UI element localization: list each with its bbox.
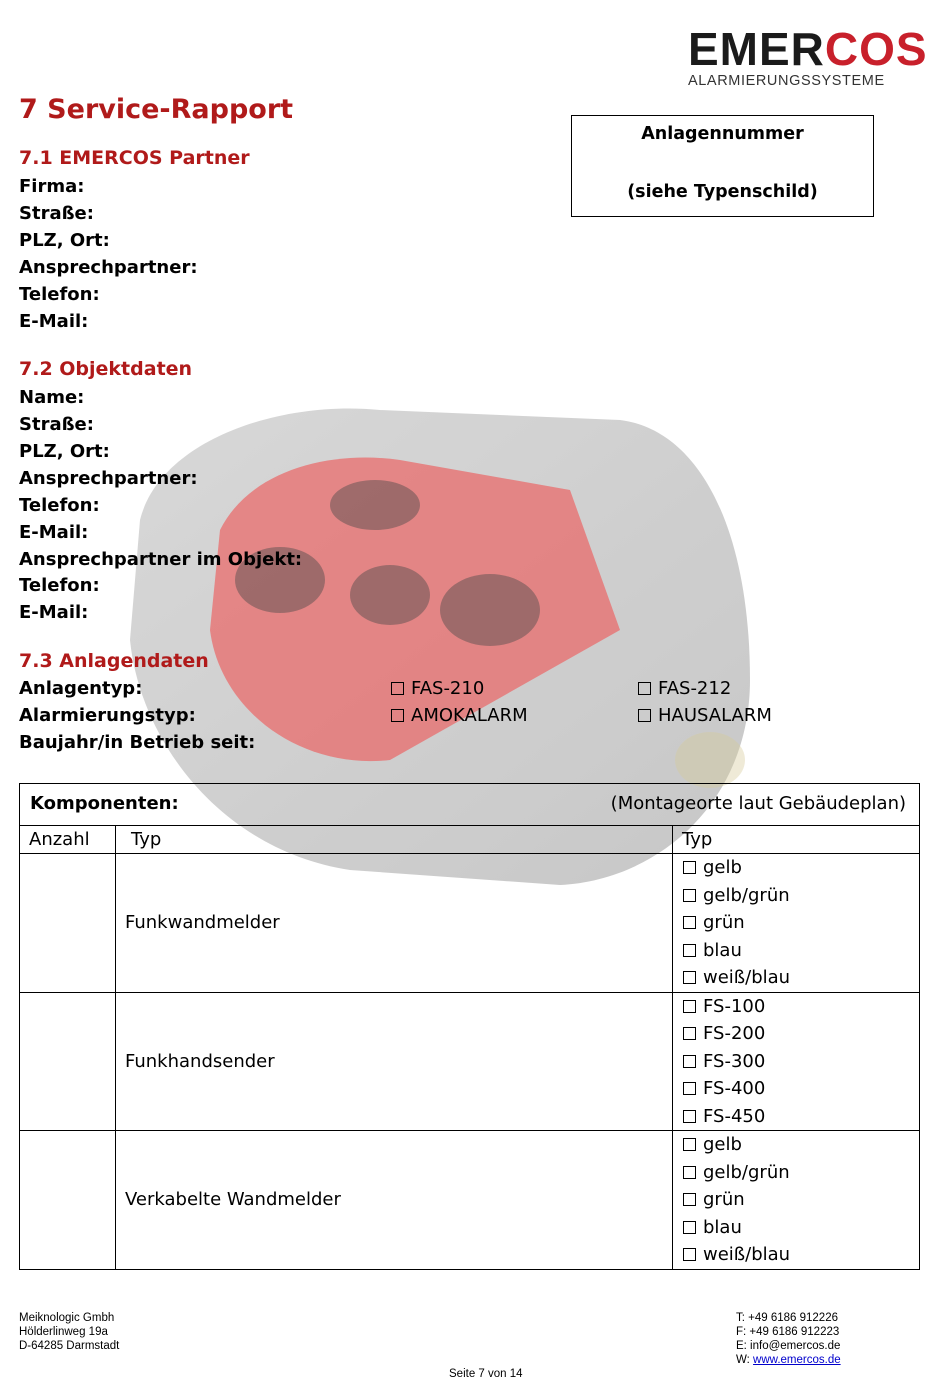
option-item[interactable]: FS-450 [673, 1103, 919, 1131]
footer-email: E: info@emercos.de [736, 1340, 841, 1352]
components-title: Komponenten: [30, 793, 179, 814]
checkbox[interactable] [683, 1027, 696, 1040]
components-header [20, 784, 920, 826]
checkbox[interactable] [683, 1248, 696, 1261]
option-item[interactable]: weiß/blau [673, 964, 919, 992]
option-label: FAS-210 [411, 678, 485, 699]
field-label: E-Mail: [19, 522, 89, 543]
option-hausalarm[interactable] [638, 705, 772, 726]
anlagennummer-box [571, 115, 874, 217]
checkbox[interactable] [683, 971, 696, 984]
field-label: Ansprechpartner: [19, 468, 198, 489]
checkbox[interactable] [683, 889, 696, 902]
option-item[interactable]: gelb [673, 1131, 919, 1159]
field-label: Telefon: [19, 284, 100, 305]
option-item[interactable]: FS-300 [673, 1048, 919, 1076]
option-label: FAS-212 [658, 678, 732, 699]
table-row [20, 992, 920, 1131]
checkbox[interactable] [391, 709, 404, 722]
option-item[interactable]: gelb [673, 854, 919, 882]
table-row [20, 1131, 920, 1270]
component-name: Funkwandmelder [116, 854, 673, 993]
option-item[interactable]: gelb/grün [673, 882, 919, 910]
footer-fax: F: +49 6186 912223 [736, 1326, 840, 1338]
option-item[interactable]: FS-400 [673, 1075, 919, 1103]
field-label: Firma: [19, 176, 85, 197]
section-heading-objektdaten: 7.2 Objektdaten [19, 358, 193, 380]
field-label: Straße: [19, 203, 94, 224]
field-label: Alarmierungstyp: [19, 705, 196, 726]
option-item[interactable]: FS-100 [673, 993, 919, 1021]
footer-phone: T: +49 6186 912226 [736, 1312, 838, 1324]
option-amokalarm[interactable] [391, 705, 528, 726]
footer-street: Hölderlinweg 19a [19, 1326, 108, 1338]
anlagennummer-hint: (siehe Typenschild) [627, 182, 818, 202]
emercos-logo [688, 23, 928, 89]
components-note: (Montageorte laut Gebäudeplan) [610, 793, 906, 814]
checkbox[interactable] [391, 682, 404, 695]
section-heading-anlagendaten: 7.3 Anlagendaten [19, 650, 209, 672]
checkbox[interactable] [638, 709, 651, 722]
options-cell [673, 854, 920, 993]
checkbox[interactable] [683, 1166, 696, 1179]
table-row [20, 854, 920, 993]
checkbox[interactable] [683, 861, 696, 874]
options-cell [673, 1131, 920, 1270]
option-item[interactable]: gelb/grün [673, 1159, 919, 1187]
page-number: Seite 7 von 14 [449, 1368, 523, 1380]
options-cell [673, 992, 920, 1131]
option-fas-212[interactable] [638, 678, 731, 699]
checkbox[interactable] [683, 1055, 696, 1068]
field-label: PLZ, Ort: [19, 441, 110, 462]
checkbox[interactable] [638, 682, 651, 695]
components-table [19, 783, 920, 1270]
option-item[interactable]: blau [673, 937, 919, 965]
field-label: Ansprechpartner: [19, 257, 198, 278]
checkbox[interactable] [683, 944, 696, 957]
option-fas-210[interactable] [391, 678, 484, 699]
website-link[interactable]: www.emercos.de [753, 1354, 841, 1366]
option-item[interactable]: grün [673, 1186, 919, 1214]
checkbox[interactable] [683, 1193, 696, 1206]
field-label: Telefon: [19, 575, 100, 596]
field-label: Straße: [19, 414, 94, 435]
checkbox[interactable] [683, 1221, 696, 1234]
footer-address [19, 1311, 119, 1353]
anzahl-cell[interactable] [20, 992, 116, 1131]
section-heading-partner: 7.1 EMERCOS Partner [19, 147, 250, 169]
anzahl-cell[interactable] [20, 854, 116, 993]
checkbox[interactable] [683, 916, 696, 929]
logo-brand-red: COS [824, 23, 928, 75]
checkbox[interactable] [683, 1000, 696, 1013]
field-label: Ansprechpartner im Objekt: [19, 549, 303, 570]
footer-company: Meiknologic Gmbh [19, 1312, 115, 1324]
column-header-typ-options: Typ [673, 826, 920, 854]
field-label: E-Mail: [19, 602, 89, 623]
column-header-anzahl: Anzahl [20, 826, 116, 854]
option-label: HAUSALARM [658, 705, 772, 726]
anzahl-cell[interactable] [20, 1131, 116, 1270]
option-item[interactable]: grün [673, 909, 919, 937]
field-label: Anlagentyp: [19, 678, 143, 699]
option-item[interactable]: FS-200 [673, 1020, 919, 1048]
field-label: Name: [19, 387, 85, 408]
page-title: 7 Service-Rapport [19, 94, 294, 125]
field-label: Baujahr/in Betrieb seit: [19, 732, 256, 753]
option-label: AMOKALARM [411, 705, 528, 726]
checkbox[interactable] [683, 1110, 696, 1123]
field-label: Telefon: [19, 495, 100, 516]
logo-brand-dark: EMER [688, 23, 825, 75]
footer-web: W: www.emercos.de [736, 1354, 841, 1366]
component-name: Verkabelte Wandmelder [116, 1131, 673, 1270]
anlagennummer-label: Anlagennummer [641, 124, 804, 144]
option-item[interactable]: weiß/blau [673, 1241, 919, 1269]
option-item[interactable]: blau [673, 1214, 919, 1242]
field-label: E-Mail: [19, 311, 89, 332]
footer-city: D-64285 Darmstadt [19, 1340, 120, 1352]
component-name: Funkhandsender [116, 992, 673, 1131]
column-header-typ: Typ [116, 826, 673, 854]
logo-tagline: ALARMIERUNGSSYSTEME [688, 73, 885, 89]
footer-contact [736, 1311, 841, 1367]
checkbox[interactable] [683, 1138, 696, 1151]
checkbox[interactable] [683, 1082, 696, 1095]
field-label: PLZ, Ort: [19, 230, 110, 251]
